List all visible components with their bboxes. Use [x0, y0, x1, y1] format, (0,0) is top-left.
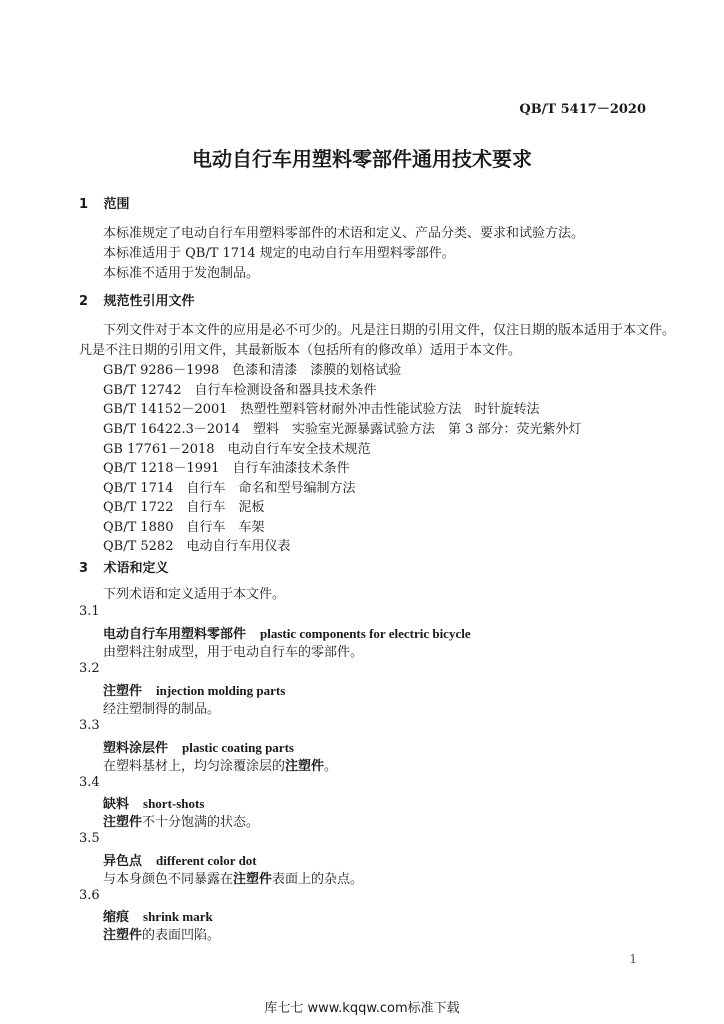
term-definition — [103, 924, 220, 943]
term-en: plastic coating parts — [182, 740, 294, 755]
definition-text: 在塑料基材上，均匀涂覆涂层的 — [103, 759, 286, 774]
term-number: 3.6 — [79, 888, 100, 903]
term-definition — [103, 698, 220, 717]
reference-item: QB/T 5282 电动自行车用仪表 — [103, 539, 291, 554]
section-number: 1 — [79, 197, 89, 212]
term-en: shrink mark — [143, 909, 213, 924]
reference-item: QB/T 1722 自行车 泥板 — [103, 500, 265, 515]
term-heading — [103, 793, 204, 812]
term-en: injection molding parts — [156, 683, 286, 698]
section-title: 规范性引用文件 — [103, 294, 195, 309]
footer-watermark[interactable]: 库七七 www.kqqw.com标准下载 — [264, 1001, 460, 1016]
term-zh: 异色点 — [103, 854, 143, 869]
scope-paragraph: 本标准规定了电动自行车用塑料零部件的术语和定义、产品分类、要求和试验方法。 — [103, 226, 585, 241]
section-title: 术语和定义 — [103, 561, 169, 576]
definition-text: 。 — [324, 759, 338, 774]
scope-paragraph: 本标准不适用于发泡制品。 — [103, 266, 260, 281]
term-zh: 缺料 — [103, 797, 130, 812]
definition-term-ref: 注塑件 — [103, 928, 143, 943]
definition-text: 经注塑制得的制品。 — [103, 702, 221, 717]
section-number: 3 — [79, 561, 89, 576]
normative-intro-line: 下列文件对于本文件的应用是必不可少的。凡是注日期的引用文件，仅注日期的版本适用于本文件。 — [103, 323, 676, 338]
definition-term-ref: 注塑件 — [285, 759, 325, 774]
term-zh: 塑料涂层件 — [103, 741, 169, 756]
term-heading — [103, 906, 213, 925]
term-heading — [103, 680, 285, 699]
term-number: 3.5 — [79, 831, 100, 846]
definition-text: 不十分饱满的状态。 — [142, 815, 260, 830]
terms-intro: 下列术语和定义适用于本文件。 — [103, 587, 286, 602]
page-number: 1 — [629, 952, 637, 966]
term-number: 3.3 — [79, 718, 100, 733]
term-definition — [103, 811, 259, 830]
document-title: 电动自行车用塑料零部件通用技术要求 — [192, 147, 532, 171]
term-en: short-shots — [143, 796, 205, 811]
scope-paragraph: 本标准适用于 QB/T 1714 规定的电动自行车用塑料零部件。 — [103, 246, 455, 261]
term-number: 3.2 — [79, 661, 100, 676]
section-3-heading — [79, 557, 169, 576]
definition-text: 由塑料注射成型，用于电动自行车的零部件。 — [103, 645, 364, 660]
term-zh: 电动自行车用塑料零部件 — [103, 627, 247, 642]
term-zh: 缩痕 — [103, 910, 130, 925]
reference-item: GB/T 9286－1998 色漆和清漆 漆膜的划格试验 — [103, 363, 402, 378]
definition-term-ref: 注塑件 — [233, 872, 273, 887]
section-1-heading — [79, 193, 130, 212]
section-number: 2 — [79, 294, 89, 309]
definition-text: 表面上的杂点。 — [272, 872, 364, 887]
definition-term-ref: 注塑件 — [103, 815, 143, 830]
term-heading — [103, 737, 294, 756]
document-code: QB/T 5417－2020 — [519, 102, 646, 117]
reference-item: QB/T 1880 自行车 车架 — [103, 520, 265, 535]
term-number: 3.1 — [79, 604, 100, 619]
definition-text: 与本身颜色不同暴露在 — [103, 872, 234, 887]
term-definition — [103, 641, 363, 660]
reference-item: GB/T 16422.3－2014 塑料 实验室光源暴露试验方法 第 3 部分：荧光紫外灯 — [103, 422, 582, 437]
reference-item: QB/T 1218－1991 自行车油漆技术条件 — [103, 461, 350, 476]
term-en: plastic components for electric bicycle — [260, 626, 471, 641]
term-zh: 注塑件 — [103, 684, 143, 699]
term-definition — [103, 755, 337, 774]
reference-item: GB/T 12742 自行车检测设备和器具技术条件 — [103, 383, 377, 398]
definition-text: 的表面凹陷。 — [142, 928, 221, 943]
term-number: 3.4 — [79, 775, 100, 790]
term-definition — [103, 868, 363, 887]
normative-intro-line: 凡是不注日期的引用文件，其最新版本（包括所有的修改单）适用于本文件。 — [79, 343, 522, 358]
section-title: 范围 — [103, 197, 130, 212]
reference-item: GB/T 14152－2001 热塑性塑料管材耐外冲击性能试验方法 时针旋转法 — [103, 402, 540, 417]
section-2-heading — [79, 290, 195, 309]
term-en: different color dot — [156, 853, 257, 868]
term-heading — [103, 850, 257, 869]
reference-item: QB/T 1714 自行车 命名和型号编制方法 — [103, 481, 356, 496]
term-heading — [103, 623, 471, 642]
reference-item: GB 17761－2018 电动自行车安全技术规范 — [103, 442, 371, 457]
